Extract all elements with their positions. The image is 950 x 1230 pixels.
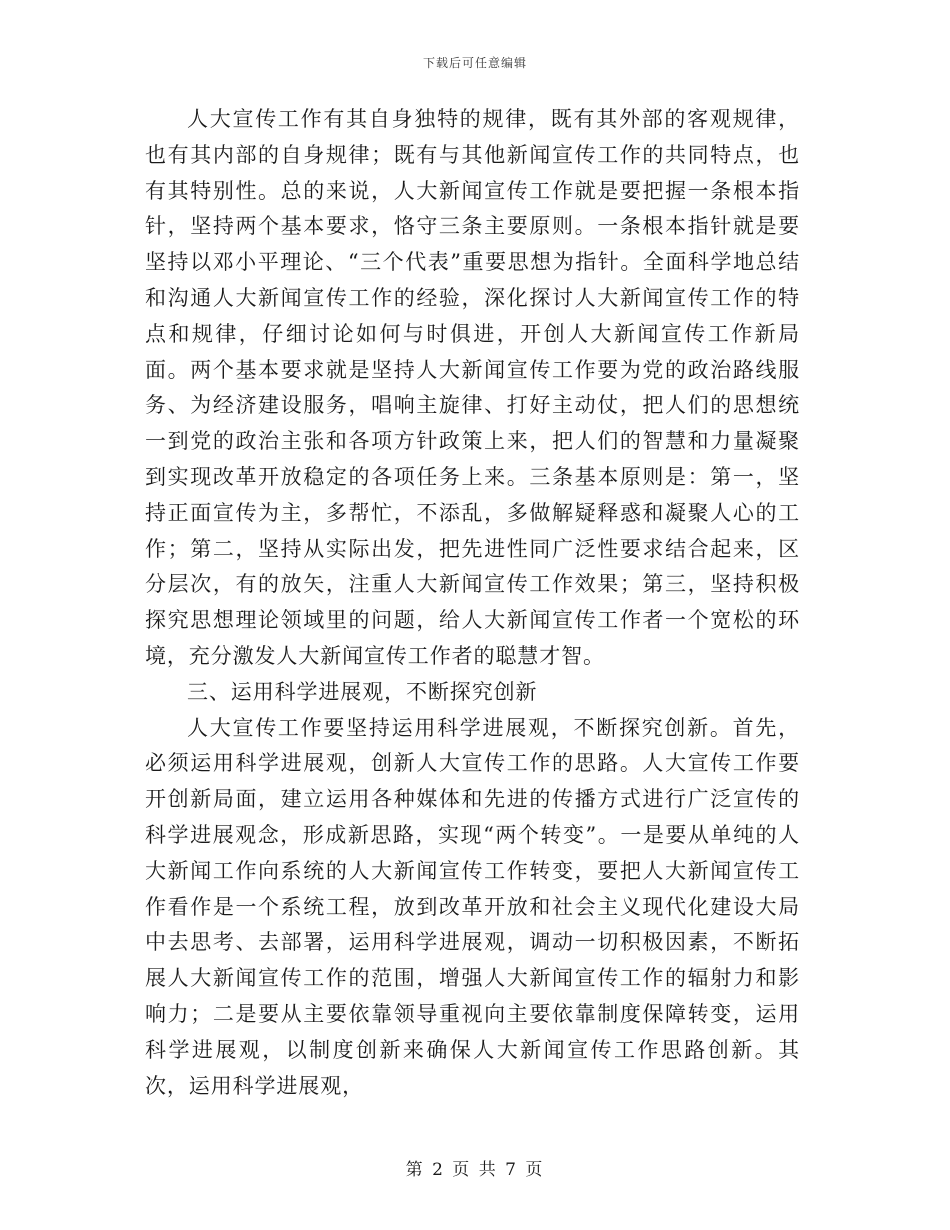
document-body (145, 102, 800, 1104)
paragraph-innovation: 人大宣传工作要坚持运用科学进展观，不断探究创新。首先，必须运用科学进展观，创新人大宣传工作的思路。人大宣传工作要开创新局面，建立运用各种媒体和先进的传播方式进行广泛宣传的科学进展观念，形成新思路，实现“两个转变”。一是要从单纯的人大新闻工作向系统的人大新闻宣传工作转变，要把人大新闻宣传工作看作是一个系统工程，放到改革开放和社会主义现代化建设大局中去思考、去部署，运用科学进展观，调动一切积极因素，不断拓展人大新闻宣传工作的范围，增强人大新闻宣传工作的辐射力和影响力；二是要从主要依靠领导重视向主要依靠制度保障转变，运用科学进展观，以制度创新来确保人大新闻宣传工作思路创新。其次，运用科学进展观， (145, 715, 800, 1098)
paragraph-principles: 人大宣传工作有其自身独特的规律，既有其外部的客观规律，也有其内部的自身规律；既有与其他新闻宣传工作的共同特点，也有其特别性。总的来说，人大新闻宣传工作就是要把握一条根本指针，坚持两个基本要求，恪守三条主要原则。一条根本指针就是要坚持以邓小平理论、“三个代表”重要思想为指针。全面科学地总结和沟通人大新闻宣传工作的经验，深化探讨人大新闻宣传工作的特点和规律，仔细讨论如何与时俱进，开创人大新闻宣传工作新局面。两个基本要求就是坚持人大新闻宣传工作要为党的政治路线服务、为经济建设服务，唱响主旋律、打好主动仗，把人们的思想统一到党的政治主张和各项方针政策上来，把人们的智慧和力量凝聚到实现改革开放稳定的各项任务上来。三条基本原则是：第一，坚持正面宣传为主，多帮忙，不添乱，多做解疑释惑和凝聚人心的工作；第二，坚持从实际出发，把先进性同广泛性要求结合起来，区分层次，有的放矢，注重人大新闻宣传工作效果；第三，坚持积极探究思想理论领域里的问题，给人大新闻宣传工作者一个宽松的环境，充分激发人大新闻宣传工作者的聪慧才智。 (145, 107, 800, 668)
section-heading: 三、运用科学进展观，不断探究创新 (187, 679, 538, 704)
page-number-footer: 第 2 页 共 7 页 (405, 1160, 545, 1180)
page-header: 下载后可任意编辑 (422, 56, 527, 70)
